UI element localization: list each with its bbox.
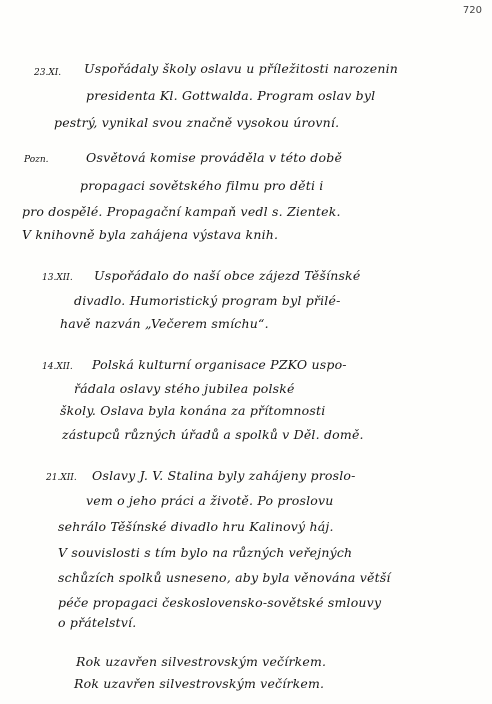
entry-line: Uspořádalo do naší obce zájezd Těšínské [94,268,361,283]
entry-line: řádala oslavy stého jubilea polské [74,381,295,396]
entry-5-line-7 [0,613,492,643]
entry-date: 14.XII. [42,362,73,372]
entry-line: péče propagaci československo-sovětské smlouvy [58,595,382,610]
entry-2-line-4 [0,224,492,254]
entry-line: Uspořádaly školy oslavu u příležitosti narozenin [84,61,399,76]
entry-line: V knihovně byla zahájena výstava knih. [22,227,279,242]
page-number: 720 [462,5,482,16]
entry-line: propagaci sovětského filmu pro děti i [80,178,324,193]
entry-line: schůzích spolků usneseno, aby byla věnována větší [58,570,391,585]
entry-line: Polská kulturní organisace PZKO uspo- [92,357,347,372]
entry-3-line-3 [0,314,492,344]
entry-line: presidenta Kl. Gottwalda. Program oslav byl [86,88,376,103]
entry-line: Oslavy J. V. Stalina byly zahájeny proslo- [92,468,356,483]
entry-4-line-4 [0,425,492,455]
entry-date: 13.XII. [42,273,73,283]
entry-line: V souvislosti s tím bylo na různých veřejných [58,545,353,560]
entry-line: o přátelství. [58,615,137,630]
entry-line: Osvětová komise prováděla v této době [86,150,343,165]
closing-line: Rok uzavřen silvestrovským večírkem. [76,654,327,669]
entry-1-line-3 [0,112,492,142]
entry-line: sehrálo Těšínské divadlo hru Kalinový háj. [58,519,334,534]
entry-line: školy. Oslava byla konána za přítomnosti [60,403,326,418]
entry-1 [0,58,492,88]
entry-1-line-2 [0,85,492,115]
entry-date: 23.XI. [34,68,62,78]
entry-line: pestrý, vynikal svou značně vysokou úrovní. [54,115,340,130]
entry-2 [0,147,492,177]
entry-line: havě nazván „Večerem smíchu“. [60,316,269,331]
entry-date: 21.XII. [46,473,77,483]
entry-date: Pozn. [24,155,49,165]
entry-line: divadlo. Humoristický program byl přilé- [74,293,341,308]
entry-line: vem o jeho práci a životě. Po proslovu [86,493,334,508]
entry-line: pro dospělé. Propagační kampaň vedl s. Zientek. [22,204,341,219]
entry-line: zástupců různých úřadů a spolků v Děl. domě. [62,427,364,442]
closing-line: Rok uzavřen silvestrovským večírkem. [74,676,325,691]
